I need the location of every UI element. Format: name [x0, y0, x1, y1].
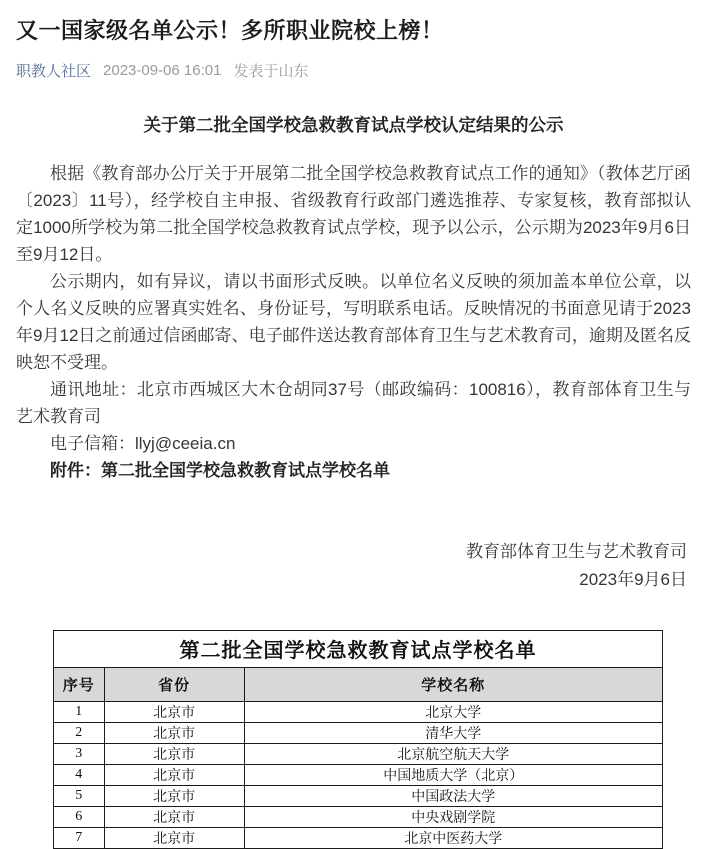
cell-school: 北京航空航天大学: [244, 744, 662, 765]
attachment-line: 附件：第二批全国学校急救教育试点学校名单: [50, 461, 390, 481]
paragraph-basis: 根据《教育部办公厅关于开展第二批全国学校急救教育试点工作的通知》（教体艺厅函〔2023〕11号），经学校自主申报、省级教育行政部门遴选推荐、专家复核，教育部拟认定1000所学校为第二批全国学校急救教育试点学校，现予以公示，公示期为2023年9月6日至9月12日。: [16, 164, 691, 265]
cell-school: 北京大学: [244, 702, 662, 723]
cell-school: 中央戏剧学院: [244, 807, 662, 828]
page-title: 又一国家级名单公示！多所职业院校上榜！: [16, 18, 444, 43]
cell-province: 北京市: [104, 744, 244, 765]
signature-department: 教育部体育卫生与艺术教育司: [466, 542, 687, 562]
cell-province: 北京市: [104, 765, 244, 786]
cell-school: 北京中医药大学: [244, 828, 662, 849]
document-heading: 关于第二批全国学校急救教育试点学校认定结果的公示: [143, 114, 564, 135]
document-body: [16, 160, 691, 484]
cell-index: 5: [54, 786, 105, 807]
cell-index: 6: [54, 807, 105, 828]
cell-index: 3: [54, 744, 105, 765]
column-header-school: 学校名称: [244, 668, 662, 702]
column-header-index: 序号: [54, 668, 105, 702]
table-title: 第二批全国学校急救教育试点学校名单: [54, 631, 663, 668]
school-table-body: [54, 702, 663, 849]
publish-datetime: 2023-09-06 16:01: [103, 61, 222, 79]
school-list-table: [53, 630, 663, 849]
cell-school: 中国政法大学: [244, 786, 662, 807]
table-row: [54, 702, 663, 723]
cell-index: 2: [54, 723, 105, 744]
table-row: [54, 765, 663, 786]
column-header-province: 省份: [104, 668, 244, 702]
table-row: [54, 786, 663, 807]
table-title-row: [54, 631, 663, 668]
table-row: [54, 723, 663, 744]
cell-province: 北京市: [104, 723, 244, 744]
account-name-link[interactable]: 职教人社区: [16, 62, 92, 80]
paragraph-objection: 公示期内，如有异议，请以书面形式反映。以单位名义反映的须加盖本单位公章，以个人名义反映的应署真实姓名、身份证号，写明联系电话。反映情况的书面意见请于2023年9月12日之前通过信函邮寄、电子邮件送达教育部体育卫生与艺术教育司，逾期及匿名反映恕不受理。: [16, 272, 691, 373]
table-row: [54, 828, 663, 849]
signature-block: [16, 538, 691, 594]
cell-index: 7: [54, 828, 105, 849]
cell-school: 清华大学: [244, 723, 662, 744]
table-header-row: [54, 668, 663, 702]
cell-school: 中国地质大学（北京）: [244, 765, 662, 786]
signature-date: 2023年9月6日: [579, 570, 687, 590]
article-meta: [16, 60, 691, 81]
table-row: [54, 807, 663, 828]
table-row: [54, 744, 663, 765]
cell-province: 北京市: [104, 807, 244, 828]
cell-index: 4: [54, 765, 105, 786]
paragraph-address: 通讯地址：北京市西城区大木仓胡同37号（邮政编码：100816），教育部体育卫生与艺术教育司: [16, 380, 691, 427]
attachment-table-wrap: [16, 630, 691, 849]
paragraph-email: 电子信箱：llyj@ceeia.cn: [50, 434, 236, 454]
publish-location: 发表于山东: [233, 62, 309, 80]
cell-province: 北京市: [104, 702, 244, 723]
cell-index: 1: [54, 702, 105, 723]
cell-province: 北京市: [104, 828, 244, 849]
cell-province: 北京市: [104, 786, 244, 807]
